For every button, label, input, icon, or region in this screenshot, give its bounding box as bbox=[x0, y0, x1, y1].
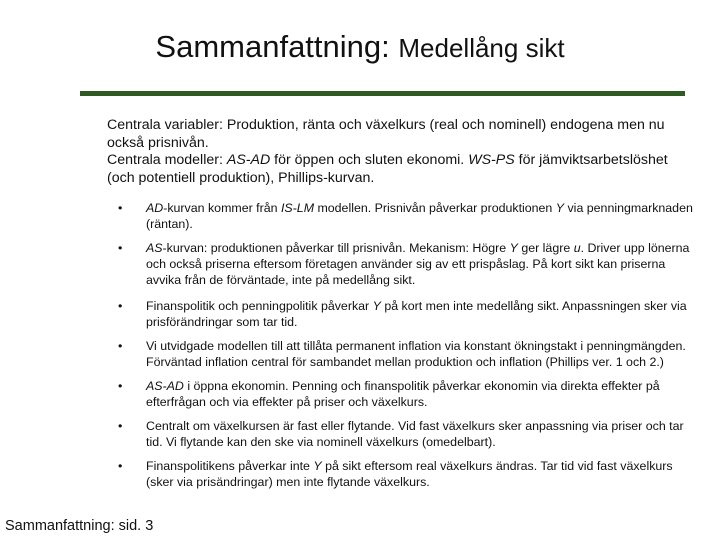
bullet-text: via penningmarknaden (räntan). bbox=[146, 201, 693, 231]
bullet-marker: • bbox=[118, 201, 123, 215]
summary-bullet-list bbox=[118, 200, 693, 498]
intro-variables-label: Centrala variabler bbox=[107, 117, 219, 133]
bullet-term: Y bbox=[313, 459, 322, 473]
bullet-marker: • bbox=[118, 379, 123, 393]
bullet-text: ger lägre bbox=[517, 241, 574, 255]
bullet-text: modellen. Prisnivån påverkar produktionen bbox=[314, 201, 556, 215]
bullet-marker: • bbox=[118, 339, 123, 353]
slide-title bbox=[0, 30, 720, 64]
intro-models-label: Centrala modeller bbox=[107, 152, 219, 168]
bullet-text: på sikt eftersom real växelkurs ändras. Tar tid vid fast växelkurs (sker via prisändringar) men inte flytande växelkurs. bbox=[146, 459, 673, 489]
bullet-text: Vi utvidgade modellen till att tillåta permanent inflation via konstant ökningstakt i penningmängden. Förväntad inflation central för sambandet mellan produktion och inflation (Phillips ver. 1 och 2.) bbox=[146, 339, 686, 369]
bullet-item bbox=[118, 200, 693, 232]
title-divider bbox=[80, 91, 685, 96]
bullet-text: -kurvan: produktionen påverkar till prisnivån. Mekanism: Högre bbox=[162, 241, 510, 255]
bullet-term: IS-LM bbox=[280, 201, 315, 215]
bullet-item bbox=[118, 418, 693, 450]
bullet-text: Centralt om växelkursen är fast eller flytande. Vid fast växelkurs sker anpassning via priser och tar tid. Vi flytande kan den ske via nominell växelkurs (omedelbart). bbox=[146, 419, 684, 449]
bullet-marker: • bbox=[118, 419, 123, 433]
intro-models-term: AS-AD bbox=[226, 152, 271, 168]
bullet-text: Finanspolitik och penningpolitik påverkar bbox=[146, 299, 373, 313]
bullet-term: Y bbox=[372, 299, 381, 313]
bullet-text: i öppna ekonomin. Penning och finanspolitik påverkar ekonomin via direkta effekter på efterfrågan och via effekter på priser och växelkurs. bbox=[146, 379, 660, 409]
bullet-item bbox=[118, 338, 693, 370]
bullet-term: u bbox=[573, 241, 581, 255]
bullet-item bbox=[118, 458, 693, 490]
bullet-text: på kort men inte medellång sikt. Anpassningen sker via prisförändringar som tar tid. bbox=[146, 299, 687, 329]
intro-models-term: WS-PS bbox=[468, 152, 515, 168]
intro-models-text: för jämviktsarbetslöshet (och potentiell produktion), Phillips-kurvan. bbox=[107, 152, 668, 186]
bullet-item bbox=[118, 298, 693, 330]
intro-variables-text: : Produktion, ränta och växelkurs (real och nominell) endogena men nu också prisnivån. bbox=[107, 117, 665, 151]
bullet-term: Y bbox=[555, 201, 565, 215]
intro-models-text: : bbox=[218, 152, 227, 168]
bullet-item bbox=[118, 240, 693, 288]
footer-page-ref: Sammanfattning: sid. 3 bbox=[5, 518, 154, 534]
bullet-marker: • bbox=[118, 459, 123, 473]
bullet-marker: • bbox=[118, 241, 123, 255]
bullet-text: . Driver upp lönerna och också priserna eftersom företagen använder sig av ett prispåslag. På kort sikt kan priserna avvika från de förväntade, inte på medellång sikt. bbox=[146, 241, 690, 287]
intro-models-text: för öppen och sluten ekonomi. bbox=[270, 152, 469, 168]
bullet-text: Finanspolitikens påverkar inte bbox=[146, 459, 314, 473]
intro-variables bbox=[107, 117, 687, 152]
bullet-term: AS-AD bbox=[146, 379, 184, 393]
bullet-term: AD bbox=[146, 201, 164, 215]
bullet-text: -kurvan kommer från bbox=[163, 201, 281, 215]
bullet-item bbox=[118, 378, 693, 410]
bullet-term: Y bbox=[509, 241, 518, 255]
bullet-term: AS bbox=[146, 241, 163, 255]
intro-block bbox=[107, 117, 687, 187]
intro-models bbox=[107, 152, 687, 187]
slide-title-main: Sammanfattning: bbox=[155, 29, 399, 64]
bullet-marker: • bbox=[118, 299, 123, 313]
slide-title-sub: Medellång sikt bbox=[398, 33, 565, 63]
